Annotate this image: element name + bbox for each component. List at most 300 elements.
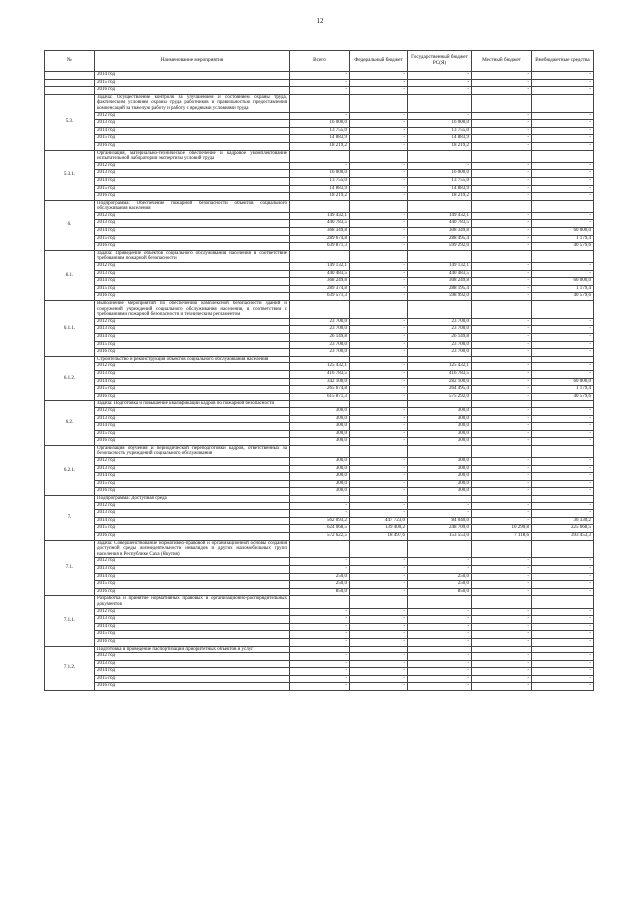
year-label: 2012 год — [95, 458, 290, 466]
empty-cell — [408, 646, 472, 653]
offbudget-value: - — [532, 473, 594, 481]
empty-cell — [290, 200, 350, 212]
total-value: - — [290, 675, 350, 683]
task-row — [45, 596, 594, 608]
year-label: 2016 год — [95, 349, 290, 357]
state-value: - — [408, 558, 472, 566]
total-value: 125 432,1 — [290, 363, 350, 371]
federal-value: - — [350, 193, 408, 201]
local-value: - — [472, 278, 532, 286]
total-value: 300,0 — [290, 430, 350, 438]
local-value: - — [472, 438, 532, 446]
year-row — [45, 660, 594, 668]
federal-value: - — [350, 243, 408, 251]
empty-cell — [350, 445, 408, 457]
year-label: 2016 год — [95, 87, 290, 95]
offbudget-value: - — [532, 193, 594, 201]
header-local: Местный бюджет — [472, 51, 532, 72]
total-value: - — [290, 638, 350, 646]
item-code: 6. — [45, 200, 95, 250]
empty-cell — [472, 200, 532, 212]
local-value: - — [472, 608, 532, 616]
total-value: 13 755,0 — [290, 177, 350, 185]
federal-value: - — [350, 510, 408, 518]
empty-cell — [532, 250, 594, 262]
year-label: 2015 год — [95, 341, 290, 349]
local-value: - — [472, 87, 532, 95]
local-value: - — [472, 458, 532, 466]
offbudget-value: - — [532, 458, 594, 466]
financing-table — [44, 50, 594, 691]
state-value: 416 783,5 — [408, 370, 472, 378]
state-value: - — [408, 675, 472, 683]
total-value: 300,0 — [290, 458, 350, 466]
federal-value: - — [350, 212, 408, 220]
year-label: 2015 год — [95, 235, 290, 243]
local-value: - — [472, 285, 532, 293]
offbudget-value: - — [532, 510, 594, 518]
state-value: - — [408, 72, 472, 80]
item-code: 6.1.1. — [45, 301, 95, 357]
year-label: 2015 год — [95, 430, 290, 438]
local-value: - — [472, 212, 532, 220]
total-value: 300,0 — [290, 438, 350, 446]
federal-value: 139 400,2 — [350, 525, 408, 533]
offbudget-value: 1 179,4 — [532, 285, 594, 293]
offbudget-value: - — [532, 185, 594, 193]
year-label: 2012 год — [95, 407, 290, 415]
state-value: - — [408, 631, 472, 639]
offbudget-value: - — [532, 333, 594, 341]
item-code — [45, 87, 95, 95]
federal-value: - — [350, 278, 408, 286]
empty-cell — [350, 540, 408, 558]
total-value: - — [290, 608, 350, 616]
state-value: 440 483,5 — [408, 270, 472, 278]
local-value: - — [472, 318, 532, 326]
task-row — [45, 200, 594, 212]
state-value: - — [408, 668, 472, 676]
empty-cell — [290, 356, 350, 363]
total-value: - — [290, 558, 350, 566]
federal-value: - — [350, 318, 408, 326]
year-label: 2012 год — [95, 363, 290, 371]
year-label: 2012 год — [95, 653, 290, 661]
year-label: 2016 год — [95, 488, 290, 496]
state-value: - — [408, 616, 472, 624]
federal-value: - — [350, 170, 408, 178]
task-row — [45, 301, 594, 319]
year-row — [45, 616, 594, 624]
local-value: - — [472, 683, 532, 691]
empty-cell — [532, 356, 594, 363]
total-value: 18 219,2 — [290, 193, 350, 201]
total-value: - — [290, 683, 350, 691]
offbudget-value: - — [532, 675, 594, 683]
item-code: 7. — [45, 496, 95, 541]
total-value: - — [290, 112, 350, 120]
year-label: 2016 год — [95, 393, 290, 401]
state-value: 16 000,0 — [408, 170, 472, 178]
local-value: - — [472, 326, 532, 334]
year-row — [45, 333, 594, 341]
local-value: - — [472, 127, 532, 135]
total-value: 615 871,3 — [290, 393, 350, 401]
year-label: 2013 год — [95, 616, 290, 624]
empty-cell — [472, 596, 532, 608]
year-row — [45, 386, 594, 394]
state-value: - — [408, 510, 472, 518]
empty-cell — [532, 540, 594, 558]
year-label: 2014 год — [95, 573, 290, 581]
year-label: 2016 год — [95, 438, 290, 446]
year-label: 2016 год — [95, 243, 290, 251]
local-value: - — [472, 473, 532, 481]
year-row — [45, 465, 594, 473]
federal-value: - — [350, 135, 408, 143]
state-value: 599 292,0 — [408, 243, 472, 251]
offbudget-value: - — [532, 79, 594, 87]
total-value: 300,0 — [290, 473, 350, 481]
year-row — [45, 243, 594, 251]
item-name: Подпрограмма: Доступная среда — [95, 496, 290, 503]
empty-cell — [532, 496, 594, 503]
year-row — [45, 407, 594, 415]
year-label: 2013 год — [95, 565, 290, 573]
offbudget-value: - — [532, 480, 594, 488]
empty-cell — [290, 301, 350, 319]
local-value: - — [472, 653, 532, 661]
page-number: 12 — [316, 17, 324, 25]
federal-value: - — [350, 120, 408, 128]
year-row — [45, 631, 594, 639]
federal-value: 18 497,6 — [350, 533, 408, 541]
state-value: 13 755,0 — [408, 127, 472, 135]
state-value: - — [408, 502, 472, 510]
total-value: 14 883,9 — [290, 135, 350, 143]
local-value: - — [472, 363, 532, 371]
empty-cell — [350, 150, 408, 162]
federal-value: - — [350, 263, 408, 271]
offbudget-value: - — [532, 270, 594, 278]
federal-value: - — [350, 393, 408, 401]
year-row — [45, 235, 594, 243]
year-label: 2016 год — [95, 638, 290, 646]
state-value: - — [408, 112, 472, 120]
state-value: 288 195,4 — [408, 285, 472, 293]
year-row — [45, 653, 594, 661]
local-value: - — [472, 502, 532, 510]
state-value: 14 883,9 — [408, 185, 472, 193]
total-value: 440 483,5 — [290, 270, 350, 278]
offbudget-value: - — [532, 653, 594, 661]
federal-value: - — [350, 79, 408, 87]
year-row — [45, 370, 594, 378]
state-value: 250,0 — [408, 573, 472, 581]
offbudget-value: - — [532, 177, 594, 185]
federal-value: - — [350, 565, 408, 573]
year-label: 2016 год — [95, 193, 290, 201]
state-value: - — [408, 660, 472, 668]
state-value: 308 349,8 — [408, 228, 472, 236]
federal-value: - — [350, 473, 408, 481]
empty-cell — [290, 596, 350, 608]
empty-cell — [408, 445, 472, 457]
total-value: 250,0 — [290, 573, 350, 581]
header-num: № — [45, 51, 95, 72]
local-value: - — [472, 112, 532, 120]
federal-value: - — [350, 349, 408, 357]
total-value: 23 700,0 — [290, 349, 350, 357]
year-row — [45, 430, 594, 438]
total-value: 572 622,5 — [290, 533, 350, 541]
year-label: 2016 год — [95, 142, 290, 150]
offbudget-value: - — [532, 573, 594, 581]
year-label: 2014 год — [95, 423, 290, 431]
offbudget-value: - — [532, 502, 594, 510]
local-value: - — [472, 480, 532, 488]
federal-value: - — [350, 72, 408, 80]
total-value: 23 700,0 — [290, 318, 350, 326]
local-value: - — [472, 660, 532, 668]
federal-value: - — [350, 558, 408, 566]
year-label: 2012 год — [95, 112, 290, 120]
year-row — [45, 458, 594, 466]
empty-cell — [472, 150, 532, 162]
total-value: 14 883,9 — [290, 185, 350, 193]
item-code: 7.1.1. — [45, 596, 95, 646]
federal-value: - — [350, 588, 408, 596]
empty-cell — [408, 496, 472, 503]
header-total: Всего — [290, 51, 350, 72]
federal-value: - — [350, 177, 408, 185]
empty-cell — [290, 94, 350, 112]
item-name: Задача: Осуществление контроля за улучшением и состоянием охраны труда, фактическим условиям охраны труда работников и правильностью предоставления компенсаций за тяжелую работу и работу с вредными условиями труда — [95, 94, 290, 112]
year-label: 2012 год — [95, 558, 290, 566]
total-value: - — [290, 623, 350, 631]
offbudget-value: - — [532, 465, 594, 473]
total-value: - — [290, 79, 350, 87]
empty-cell — [472, 646, 532, 653]
federal-value: - — [350, 438, 408, 446]
year-label: 2015 год — [95, 581, 290, 589]
federal-value: - — [350, 386, 408, 394]
federal-value: - — [350, 341, 408, 349]
local-value: - — [472, 465, 532, 473]
year-row — [45, 228, 594, 236]
year-row — [45, 363, 594, 371]
local-value: - — [472, 370, 532, 378]
offbudget-value: - — [532, 341, 594, 349]
federal-value: - — [350, 87, 408, 95]
state-value: - — [408, 653, 472, 661]
federal-value: 447 723,0 — [350, 517, 408, 525]
federal-value: - — [350, 631, 408, 639]
total-value: - — [290, 653, 350, 661]
federal-value: - — [350, 185, 408, 193]
local-value: - — [472, 638, 532, 646]
year-label: 2014 год — [95, 378, 290, 386]
state-value: 149 132,1 — [408, 263, 472, 271]
offbudget-value: - — [532, 72, 594, 80]
local-value: - — [472, 72, 532, 80]
offbudget-value: - — [532, 112, 594, 120]
empty-cell — [350, 596, 408, 608]
federal-value: - — [350, 333, 408, 341]
year-label: 2015 год — [95, 480, 290, 488]
year-row — [45, 488, 594, 496]
state-value: - — [408, 87, 472, 95]
item-code: 5.3.1. — [45, 150, 95, 200]
year-label: 2014 год — [95, 623, 290, 631]
empty-cell — [472, 250, 532, 262]
total-value: 562 093,2 — [290, 517, 350, 525]
state-value: 23 700,0 — [408, 326, 472, 334]
year-label: 2016 год — [95, 683, 290, 691]
local-value: - — [472, 415, 532, 423]
table-body — [45, 72, 594, 691]
offbudget-value: 40 579,6 — [532, 243, 594, 251]
federal-value: - — [350, 430, 408, 438]
empty-cell — [350, 646, 408, 653]
item-name: Задача: Приведение объектов социального обслуживания населения в соответствие требованиям пожарной безопасности — [95, 250, 290, 262]
total-value: 440 783,5 — [290, 220, 350, 228]
year-label: 2012 год — [95, 212, 290, 220]
local-value: - — [472, 349, 532, 357]
year-row — [45, 193, 594, 201]
offbudget-value: - — [532, 120, 594, 128]
task-row — [45, 401, 594, 408]
year-label: 2014 год — [95, 72, 290, 80]
year-label: 2015 год — [95, 386, 290, 394]
total-value: 368 249,8 — [290, 278, 350, 286]
empty-cell — [290, 150, 350, 162]
local-value: - — [472, 386, 532, 394]
total-value: - — [290, 72, 350, 80]
state-value: - — [408, 638, 472, 646]
local-value: - — [472, 510, 532, 518]
federal-value: - — [350, 285, 408, 293]
local-value: - — [472, 378, 532, 386]
item-code: 6.1. — [45, 250, 95, 300]
year-row — [45, 581, 594, 589]
empty-cell — [532, 200, 594, 212]
year-row — [45, 517, 594, 525]
total-value: - — [290, 502, 350, 510]
item-name: Подпрограмма: Обеспечение пожарной безопасности объектов социального обслуживания населения — [95, 200, 290, 212]
year-row — [45, 438, 594, 446]
local-value: - — [472, 558, 532, 566]
total-value: 23 700,0 — [290, 326, 350, 334]
year-row — [45, 608, 594, 616]
offbudget-value: - — [532, 668, 594, 676]
total-value: - — [290, 631, 350, 639]
empty-cell — [532, 94, 594, 112]
offbudget-value: 1 179,4 — [532, 235, 594, 243]
local-value: - — [472, 162, 532, 170]
local-value: - — [472, 393, 532, 401]
federal-value: - — [350, 220, 408, 228]
offbudget-value: - — [532, 135, 594, 143]
local-value: - — [472, 581, 532, 589]
federal-value: - — [350, 458, 408, 466]
state-value: 282 100,0 — [408, 378, 472, 386]
federal-value: - — [350, 235, 408, 243]
year-row — [45, 558, 594, 566]
empty-cell — [408, 540, 472, 558]
offbudget-value: - — [532, 162, 594, 170]
empty-cell — [472, 496, 532, 503]
item-code: 6.2. — [45, 401, 95, 446]
year-row — [45, 87, 594, 95]
year-label: 2013 год — [95, 660, 290, 668]
offbudget-value: - — [532, 488, 594, 496]
state-value: 300,0 — [408, 488, 472, 496]
federal-value: - — [350, 608, 408, 616]
year-label: 2014 год — [95, 127, 290, 135]
year-label: 2013 год — [95, 120, 290, 128]
total-value: - — [290, 565, 350, 573]
offbudget-value: - — [532, 142, 594, 150]
total-value: - — [290, 87, 350, 95]
federal-value: - — [350, 623, 408, 631]
year-row — [45, 326, 594, 334]
empty-cell — [408, 150, 472, 162]
local-value: - — [472, 177, 532, 185]
year-label: 2014 год — [95, 228, 290, 236]
local-value: - — [472, 185, 532, 193]
local-value: - — [472, 263, 532, 271]
total-value: 18 219,2 — [290, 142, 350, 150]
offbudget-value: 393 453,3 — [532, 533, 594, 541]
year-row — [45, 525, 594, 533]
federal-value: - — [350, 293, 408, 301]
local-value: - — [472, 631, 532, 639]
year-label: 2012 год — [95, 263, 290, 271]
item-code — [45, 79, 95, 87]
state-value: 14 883,9 — [408, 135, 472, 143]
empty-cell — [350, 401, 408, 408]
year-label: 2013 год — [95, 415, 290, 423]
year-label: 2013 год — [95, 220, 290, 228]
header-offbudget: Внебюджетные средства — [532, 51, 594, 72]
offbudget-value: 225 668,5 — [532, 525, 594, 533]
federal-value: - — [350, 407, 408, 415]
offbudget-value: - — [532, 326, 594, 334]
year-row — [45, 668, 594, 676]
local-value: - — [472, 235, 532, 243]
total-value: - — [290, 162, 350, 170]
federal-value: - — [350, 502, 408, 510]
empty-cell — [472, 301, 532, 319]
state-value: 300,0 — [408, 415, 472, 423]
offbudget-value: - — [532, 588, 594, 596]
empty-cell — [532, 301, 594, 319]
federal-value: - — [350, 415, 408, 423]
total-value: 300,0 — [290, 480, 350, 488]
state-value: 440 783,5 — [408, 220, 472, 228]
year-row — [45, 177, 594, 185]
state-value: 598 992,0 — [408, 293, 472, 301]
offbudget-value: 60 000,0 — [532, 228, 594, 236]
federal-value: - — [350, 378, 408, 386]
year-label: 2015 год — [95, 631, 290, 639]
local-value: 10 290,8 — [472, 525, 532, 533]
year-row — [45, 349, 594, 357]
local-value: - — [472, 293, 532, 301]
item-name: Задача: Подготовка и повышение квалификации кадров по пожарной безопасности — [95, 401, 290, 408]
year-label: 2016 год — [95, 293, 290, 301]
